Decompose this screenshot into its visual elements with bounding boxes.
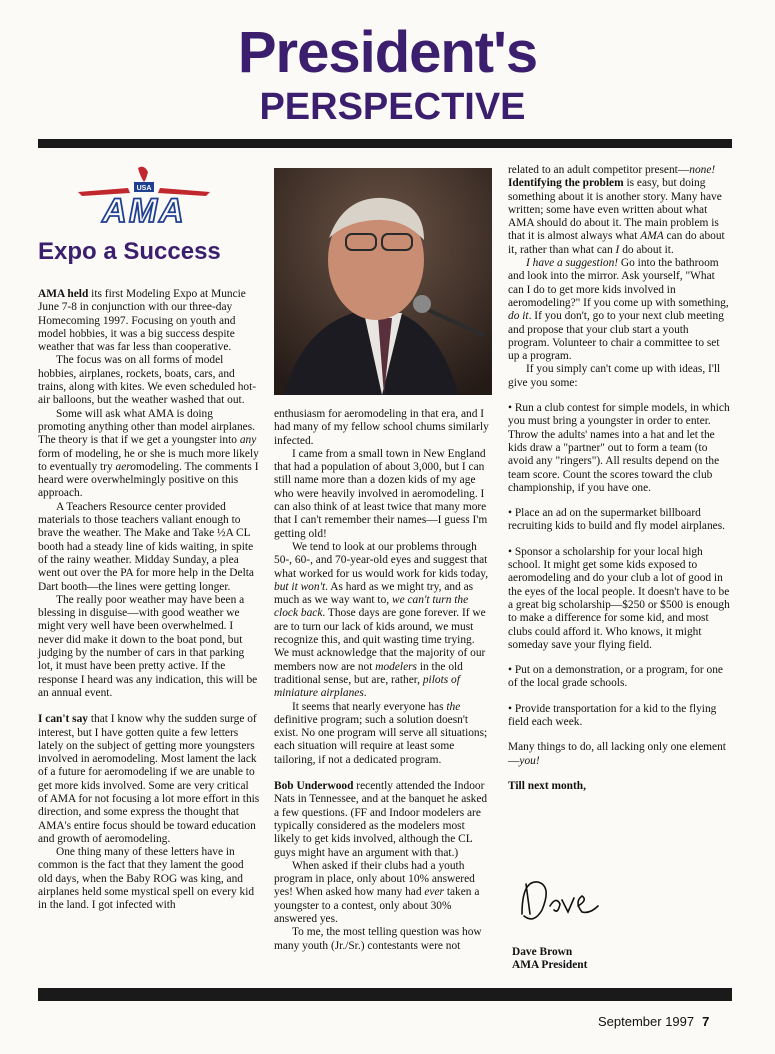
paragraph: It seems that nearly everyone has the definitive program; such a solution doesn't exist. No one program will serve all situations; each situation will require at least some tailoring, if not a dedicated program. xyxy=(274,700,488,766)
list-item: • Provide transportation for a kid to the flying field each week. xyxy=(508,702,717,728)
title-presidents: President's xyxy=(237,20,538,85)
paragraph: We tend to look at our problems through 50-, 60-, and 70-year-old eyes and suggest that what worked for us would work for kids today, but it won't. As hard as we might try, and as much as we way want to, we can't turn the clock back. Those days are gone forever. If we are to turn our lack of kids around, we must recognize this, and quit wasting time trying. We must acknowledge that the majority of our members now are not modelers in the old traditional sense, but are, rather, pilots of miniature airplanes. xyxy=(274,540,489,700)
photo-image xyxy=(274,168,492,395)
paragraph: related to an adult competitor present—none! xyxy=(508,164,716,176)
author-title: AMA President xyxy=(512,959,588,972)
list-item: • Run a club contest for simple models, in which you must bring a youngster in order to enter. Throw the adults' names into a hat and let the kids draw a "partner" out to form a team (to avoid any "ringers"). All results depend on the team score. Count the scores toward the club championship, if you have one. xyxy=(508,402,730,494)
list-item: • Put on a demonstration, or a program, for one of the local grade schools. xyxy=(508,664,723,690)
paragraph: Some will ask what AMA is doing promoting anything other than model airplanes. The theory is that if we get a youngster into any form of modeling, he or she is much more likely to eventually try aeromodeling. The comments I heard were overwhelmingly positive on this approach. xyxy=(38,407,259,500)
logo-flame xyxy=(138,167,148,182)
list-item: • Place an ad on the supermarket billboard recruiting kids to build and fly model airplanes. xyxy=(508,507,726,533)
till-next-month: Till next month, xyxy=(508,779,586,792)
column-3 xyxy=(508,164,732,793)
paragraph: To me, the most telling question was how many youth (Jr./Sr.) contestants were not xyxy=(274,926,482,952)
paragraph: AMA held its first Modeling Expo at Muncie June 7-8 in conjunction with our three-day Homecoming 1997. Focusing on youth and model hobbies, it was a big success despite weather that was far less than cooperative. xyxy=(38,288,246,354)
paragraph: The really poor weather may have been a blessing in disguise—with good weather we might very well have been overwhelmed. I never did make it down to the boat pond, but judging by the number of cars in that parking lot, it must have been pretty active. If the response I heard was any indication, this will be an annual event. xyxy=(38,593,258,699)
paragraph: The focus was on all forms of model hobbies, airplanes, rockets, boats, cars, and trains, along with kites. We even scheduled hot-air balloons, but the weather washed that out. xyxy=(38,354,257,407)
title-perspective: PERSPECTIVE xyxy=(259,86,526,128)
closing: Many things to do, all lacking only one element—you! xyxy=(508,741,726,767)
logo-ama: AMA xyxy=(102,192,186,226)
paragraph: One thing many of these letters have in common is the fact that they lament the good old days, when the Baby ROG was king, and airplanes held some mystical spell on every kid in the land. I got infected with xyxy=(38,846,255,912)
author-block xyxy=(512,946,587,973)
list-item: • Sponsor a scholarship for your local high school. It might get some kids exposed to aeromodeling and do your club a lot of good in the eyes of the local people. It doesn't have to be a great big scholarship—$250 or $500 is enough to make a difference for some kid, and most clubs could afford it. Who knows, it might someday save your flying field. xyxy=(508,545,730,651)
logo-usa: USA xyxy=(136,185,152,192)
author-name: Dave Brown xyxy=(512,946,573,958)
paragraph: Bob Underwood recently attended the Indoor Nats in Tennessee, and at the banquet he asked a few questions. (FF and Indoor modelers are typically considered as the modelers most likely to get kids involved, although the CL guys might have an argument with that.) xyxy=(274,780,488,859)
article-headline: Expo a Success xyxy=(38,238,221,265)
ama-logo xyxy=(78,166,210,226)
paragraph: I came from a small town in New England that had a population of about 3,000, but I can still name more than a dozen kids of my age who were heavily involved in aeromodeling. I can also think of at least twice that many more that I can't remember their names—I guess I'm getting old! xyxy=(274,447,488,540)
paragraph: If you simply can't come up with ideas, I'll give you some: xyxy=(508,363,721,389)
paragraph: A Teachers Resource center provided materials to those teachers valiant enough to brave the weather. The Make and Take ½A CL booth had a steady line of kids waiting, in spite of the rainy weather. Midday Sunday, a plea went out over the PA for more help in the Delta Dart booth—the lines were getting longer. xyxy=(38,500,254,593)
paragraph: I have a suggestion! Go into the bathroom and look into the mirror. Ask yourself, "What can I do to get more kids involved in aeromodeling?" If you come up with something, do it. If you don't, go to your next club meeting and propose that your club start a youth program. Volunteer to chair a committee to set up a program. xyxy=(508,257,729,363)
footer xyxy=(598,1014,709,1029)
paragraph: Identifying the problem is easy, but doing something about it is another story. Many have written; some have even written about what AMA should do about it. The main problem is that it is almost always what AMA can do about it, rather than what can I do about it. xyxy=(508,177,725,256)
microphone-icon xyxy=(413,295,431,313)
bottom-rule xyxy=(38,988,732,1001)
paragraph: When asked if their clubs had a youth program in place, only about 10% answered yes! When asked how many had ever taken a youngster to a contest, only about 30% answered yes. xyxy=(274,859,480,925)
page-number: 7 xyxy=(702,1014,710,1029)
column-2 xyxy=(274,408,492,953)
signature-image xyxy=(516,874,612,930)
issue-date: September 1997 xyxy=(598,1014,695,1029)
signature-stroke xyxy=(522,882,598,919)
column-1 xyxy=(38,288,260,913)
paragraph: enthusiasm for aeromodeling in that era, and I had many of my fellow school chums similarly infected. xyxy=(274,408,489,447)
top-rule xyxy=(38,139,732,148)
paragraph: I can't say that I know why the sudden surge of interest, but I have gotten quite a few letters lately on the subject of getting more youngsters involved in aeromodeling. Most lament the lack of a future for aeromodeling if we are unable to get more kids involved. Some are very critical of AMA for not focusing a lot more effort in this direction, and some express the thought that AMA's entire focus should be toward education and growth of aeromodeling. xyxy=(38,713,260,845)
president-photo xyxy=(274,168,492,395)
